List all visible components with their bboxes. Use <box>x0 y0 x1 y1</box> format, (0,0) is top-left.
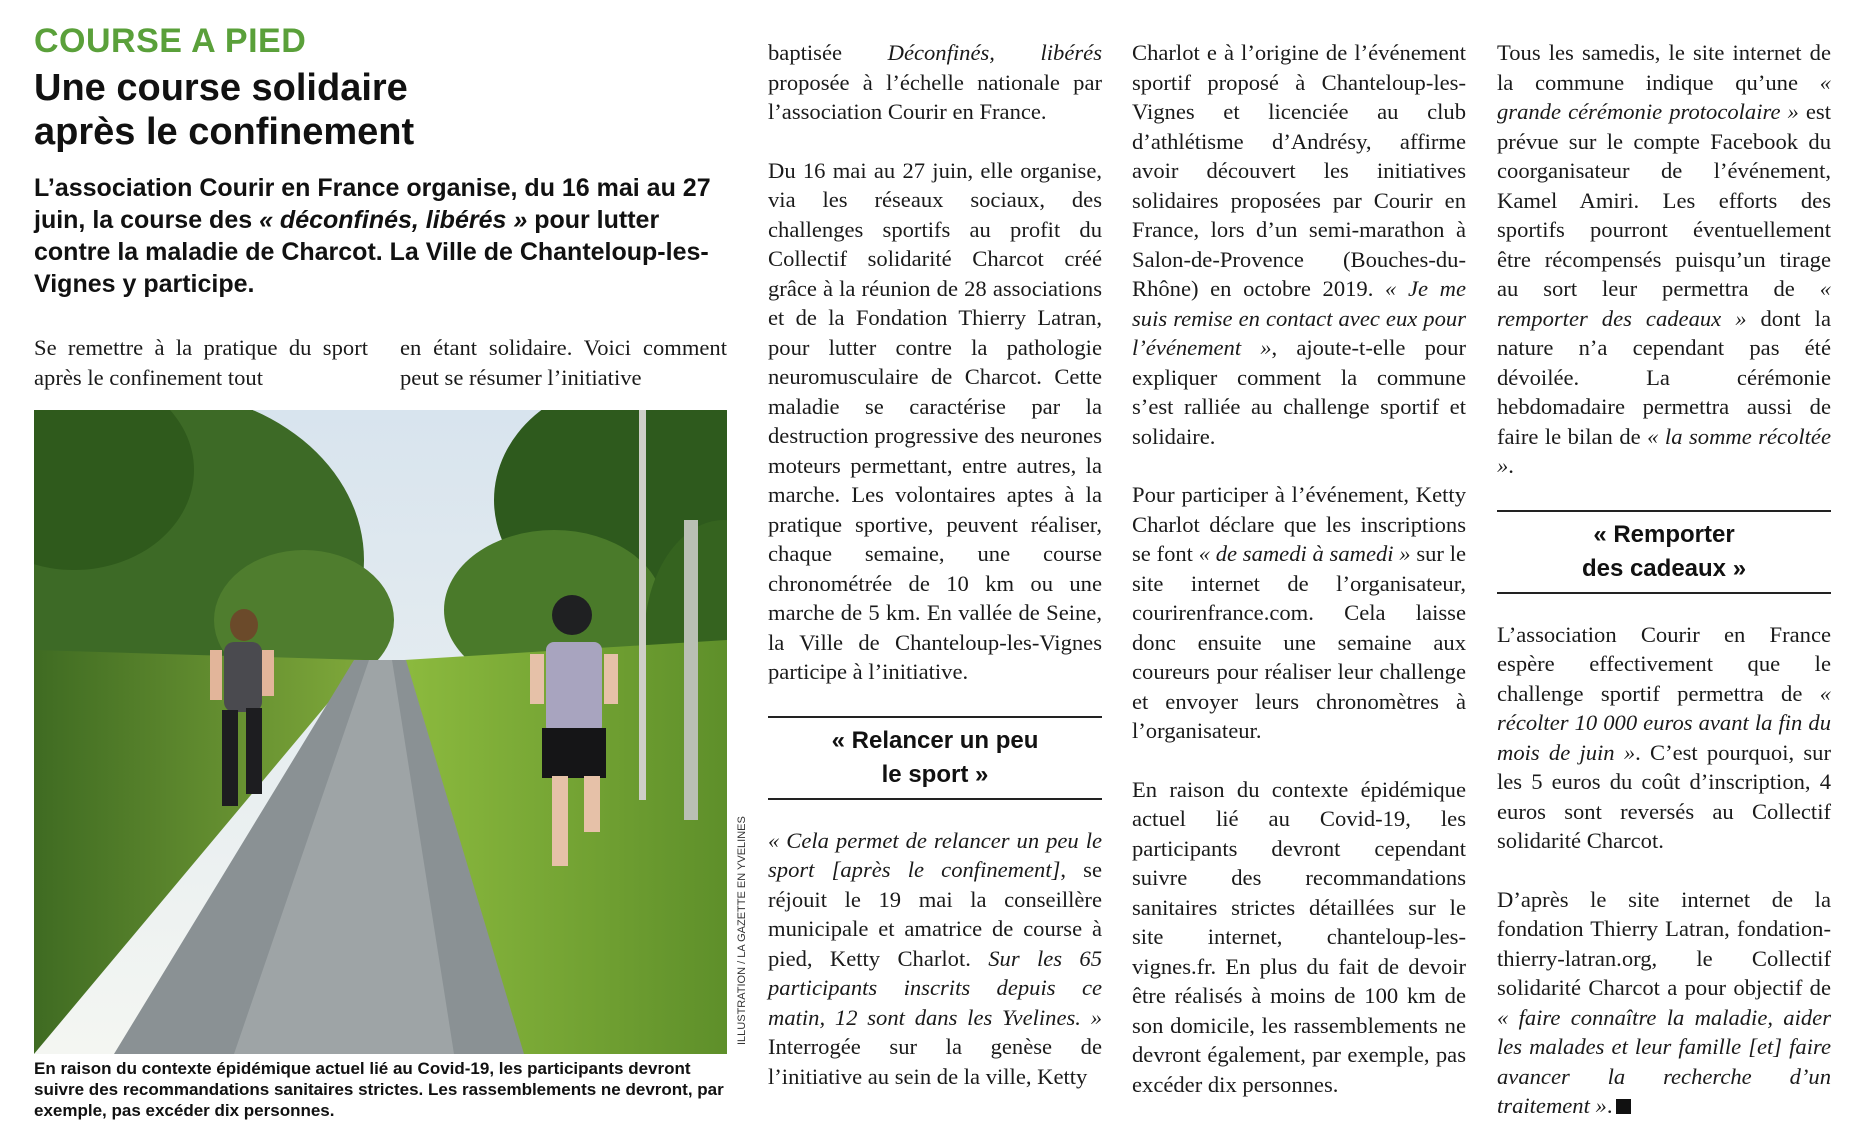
col4-p2-text-b: . C’est pourquoi, sur les 5 euros du coût d’inscription, 4 euros sont reversés au Collectif solidarité Charcot. <box>1497 739 1831 853</box>
lede-text-2: pour lutter contre la maladie de Charcot. La Ville de Chanteloup-les-Vignes y participe. <box>34 206 709 298</box>
col2-p3-italic-1: « Cela permet de relancer un peu le sport [après le confinement] <box>768 827 1102 882</box>
col4-p3-text-b: . <box>1606 1093 1613 1118</box>
pullquote-2-line-2: des cadeaux » <box>1581 554 1747 582</box>
col2-p1-text-b: proposée à l’échelle nationale par l’association Courir en France. <box>768 69 1102 124</box>
col2-paragraph-1 <box>768 38 1102 127</box>
kicker: COURSE A PIED <box>34 22 307 60</box>
col3-p2-italic: « de samedi à samedi » <box>1198 541 1411 566</box>
col4-p1-text-c: dont la nature n’a cependant pas été dévoilée. La cérémonie hebdomadaire permettra aussi de faire le bilan de <box>1497 305 1831 449</box>
col4-p3-italic: « faire connaître la maladie, aider les malades et leur famille [et] faire avancer la recherche d’un traitement » <box>1497 1004 1831 1118</box>
pullquote-relancer <box>768 716 1102 800</box>
end-mark-icon <box>1616 1099 1631 1114</box>
headline-line-2: après le confinement <box>34 111 415 153</box>
col2-paragraph-3 <box>768 826 1102 1092</box>
col2-p1-italic: Déconfinés, libérés <box>887 40 1102 65</box>
col4-p3-text-a: D’après le site internet de la fondation Thierry Latran, fondation-thierry-latran.org, le Collectif solidarité Charcot a pour objectif de <box>1497 886 1831 1000</box>
photo-credit: ILLUSTRATION / LA GAZETTE EN YVELINES <box>736 816 748 1045</box>
body-column-4 <box>1497 38 1831 1121</box>
lede <box>34 172 714 300</box>
col4-p1-italic-1: « grande cérémonie protocolaire » <box>1497 69 1831 124</box>
lede-quote: « déconfinés, libérés » <box>259 206 528 234</box>
col4-p1-italic-3: « la somme récoltée » <box>1497 423 1831 478</box>
col2-paragraph-2: Du 16 mai au 27 juin, elle organise, via les réseaux sociaux, des challenges sportifs au profit du Collectif solidarité Charcot créé grâce à la réunion de 28 associations et de la Fondation Thierry Latran, pour lutter contre la pathologie neuromusculaire de Charcot. Cette maladie se caractérise par la destruction progressive des neurones moteurs permettant, entre autres, la marche. Les volontaires aptes à la pratique sportive, peuvent réaliser, chaque semaine, une course chronométrée de 10 km ou une marche de 5 km. En vallée de Seine, la Ville de Chanteloup-les-Vignes participe à l’initiative. <box>768 157 1102 684</box>
pullquote-2-line-1: « Remporter <box>1593 520 1735 548</box>
col3-p1-text-b: , ajoute-t-elle pour expliquer comment la commune s’est ralliée au challenge sportif et solidaire. <box>1132 335 1466 449</box>
intro-text-1: Se remettre à la pratique du sport après le confinement tout <box>34 335 368 390</box>
col4-p1-text-b: est prévue sur le compte Facebook du coorganisateur de l’événement, Kamel Amiri. Les efforts des sportifs pourront éventuellement être récompensés puisqu’un tirage au sort leur permettra de <box>1497 99 1831 301</box>
col4-p2-text-a: L’association Courir en France espère effectivement que le challenge sportif permettra de <box>1497 621 1831 706</box>
col4-paragraph-2 <box>1497 620 1831 856</box>
runners-photo <box>34 410 727 1054</box>
col4-p1-text-a: Tous les samedis, le site internet de la commune indique qu’une <box>1497 40 1831 95</box>
pullquote-remporter <box>1497 510 1831 594</box>
col2-p1-text-a: baptisée <box>768 40 888 65</box>
col3-p1-italic: « Je me suis remise en contact avec eux pour l’événement » <box>1132 276 1467 360</box>
col4-p2-italic: « récolter 10 000 euros avant la fin du mois de juin » <box>1497 680 1831 765</box>
intro-column-2 <box>400 333 727 392</box>
lede-text-1: L’association Courir en France organise, du 16 mai au 27 juin, la course des <box>34 174 711 234</box>
photo-caption: En raison du contexte épidémique actuel lié au Covid-19, les participants devront suivre des recommandations sanitaires strictes. Les rassemblements ne devront, par exemple, pas excéder dix personnes. <box>34 1059 724 1120</box>
body-column-3 <box>1132 38 1466 1099</box>
pullquote-1-line-2: le sport » <box>881 760 989 788</box>
col3-p2-text-a: Pour participer à l’événement, Ketty Charlot déclare que les inscriptions se font <box>1132 482 1466 566</box>
col3-p2-text-b: sur le site internet de l’organisateur, courirenfrance.com. Cela laisse donc ensuite une semaine aux coureurs pour réaliser leur challenge et envoyer leurs chronomètres à l’organisateur. <box>1132 541 1466 743</box>
col3-p1-text-a: Charlot e à l’origine de l’événement sportif proposé à Chanteloup-les-Vignes et licenciée au club d’athlétisme d’Andrésy, affirme avoir découvert les initiatives solidaires proposées par Courir en France, lors d’un semi-marathon à Salon-de-Provence (Bouches-du-Rhône) en octobre 2019. <box>1132 40 1466 301</box>
col2-p3-text-b: Interrogée sur la genèse de l’initiative au sein de la ville, Ketty <box>768 1034 1102 1089</box>
col4-p1-italic-2: « remporter des cadeaux » <box>1497 276 1831 331</box>
intro-text-2: en étant solidaire. Voici comment peut se résumer l’initiative <box>400 335 727 390</box>
col2-p3-italic-2: Sur les 65 participants inscrits depuis ce matin, 12 sont dans les Yvelines. » <box>768 945 1102 1030</box>
body-column-2 <box>768 38 1102 1091</box>
col4-paragraph-1 <box>1497 38 1831 481</box>
col4-paragraph-3 <box>1497 885 1831 1121</box>
col3-paragraph-1 <box>1132 38 1466 451</box>
headline-line-1: Une course solidaire <box>34 67 408 109</box>
col4-p1-text-d: . <box>1508 453 1514 478</box>
col3-paragraph-2 <box>1132 480 1466 746</box>
col3-paragraph-3: En raison du contexte épidémique actuel lié au Covid-19, les participants devront cependant suivre des recommandations sanitaires strictes détaillées sur le site internet, chanteloup-les-vignes.fr. En plus du fait de devoir être réalisés à moins de 100 km de son domicile, les rassemblements ne devront également, par exemple, pas excéder dix personnes. <box>1132 776 1466 1097</box>
pullquote-1-line-1: « Relancer un peu <box>831 726 1039 754</box>
intro-column-1 <box>34 333 368 392</box>
col2-p3-text-a: , se réjouit le 19 mai la conseillère municipale et amatrice de course à pied, Ketty Charlot. <box>768 857 1102 971</box>
article-photo <box>34 410 727 1054</box>
headline <box>34 66 714 154</box>
